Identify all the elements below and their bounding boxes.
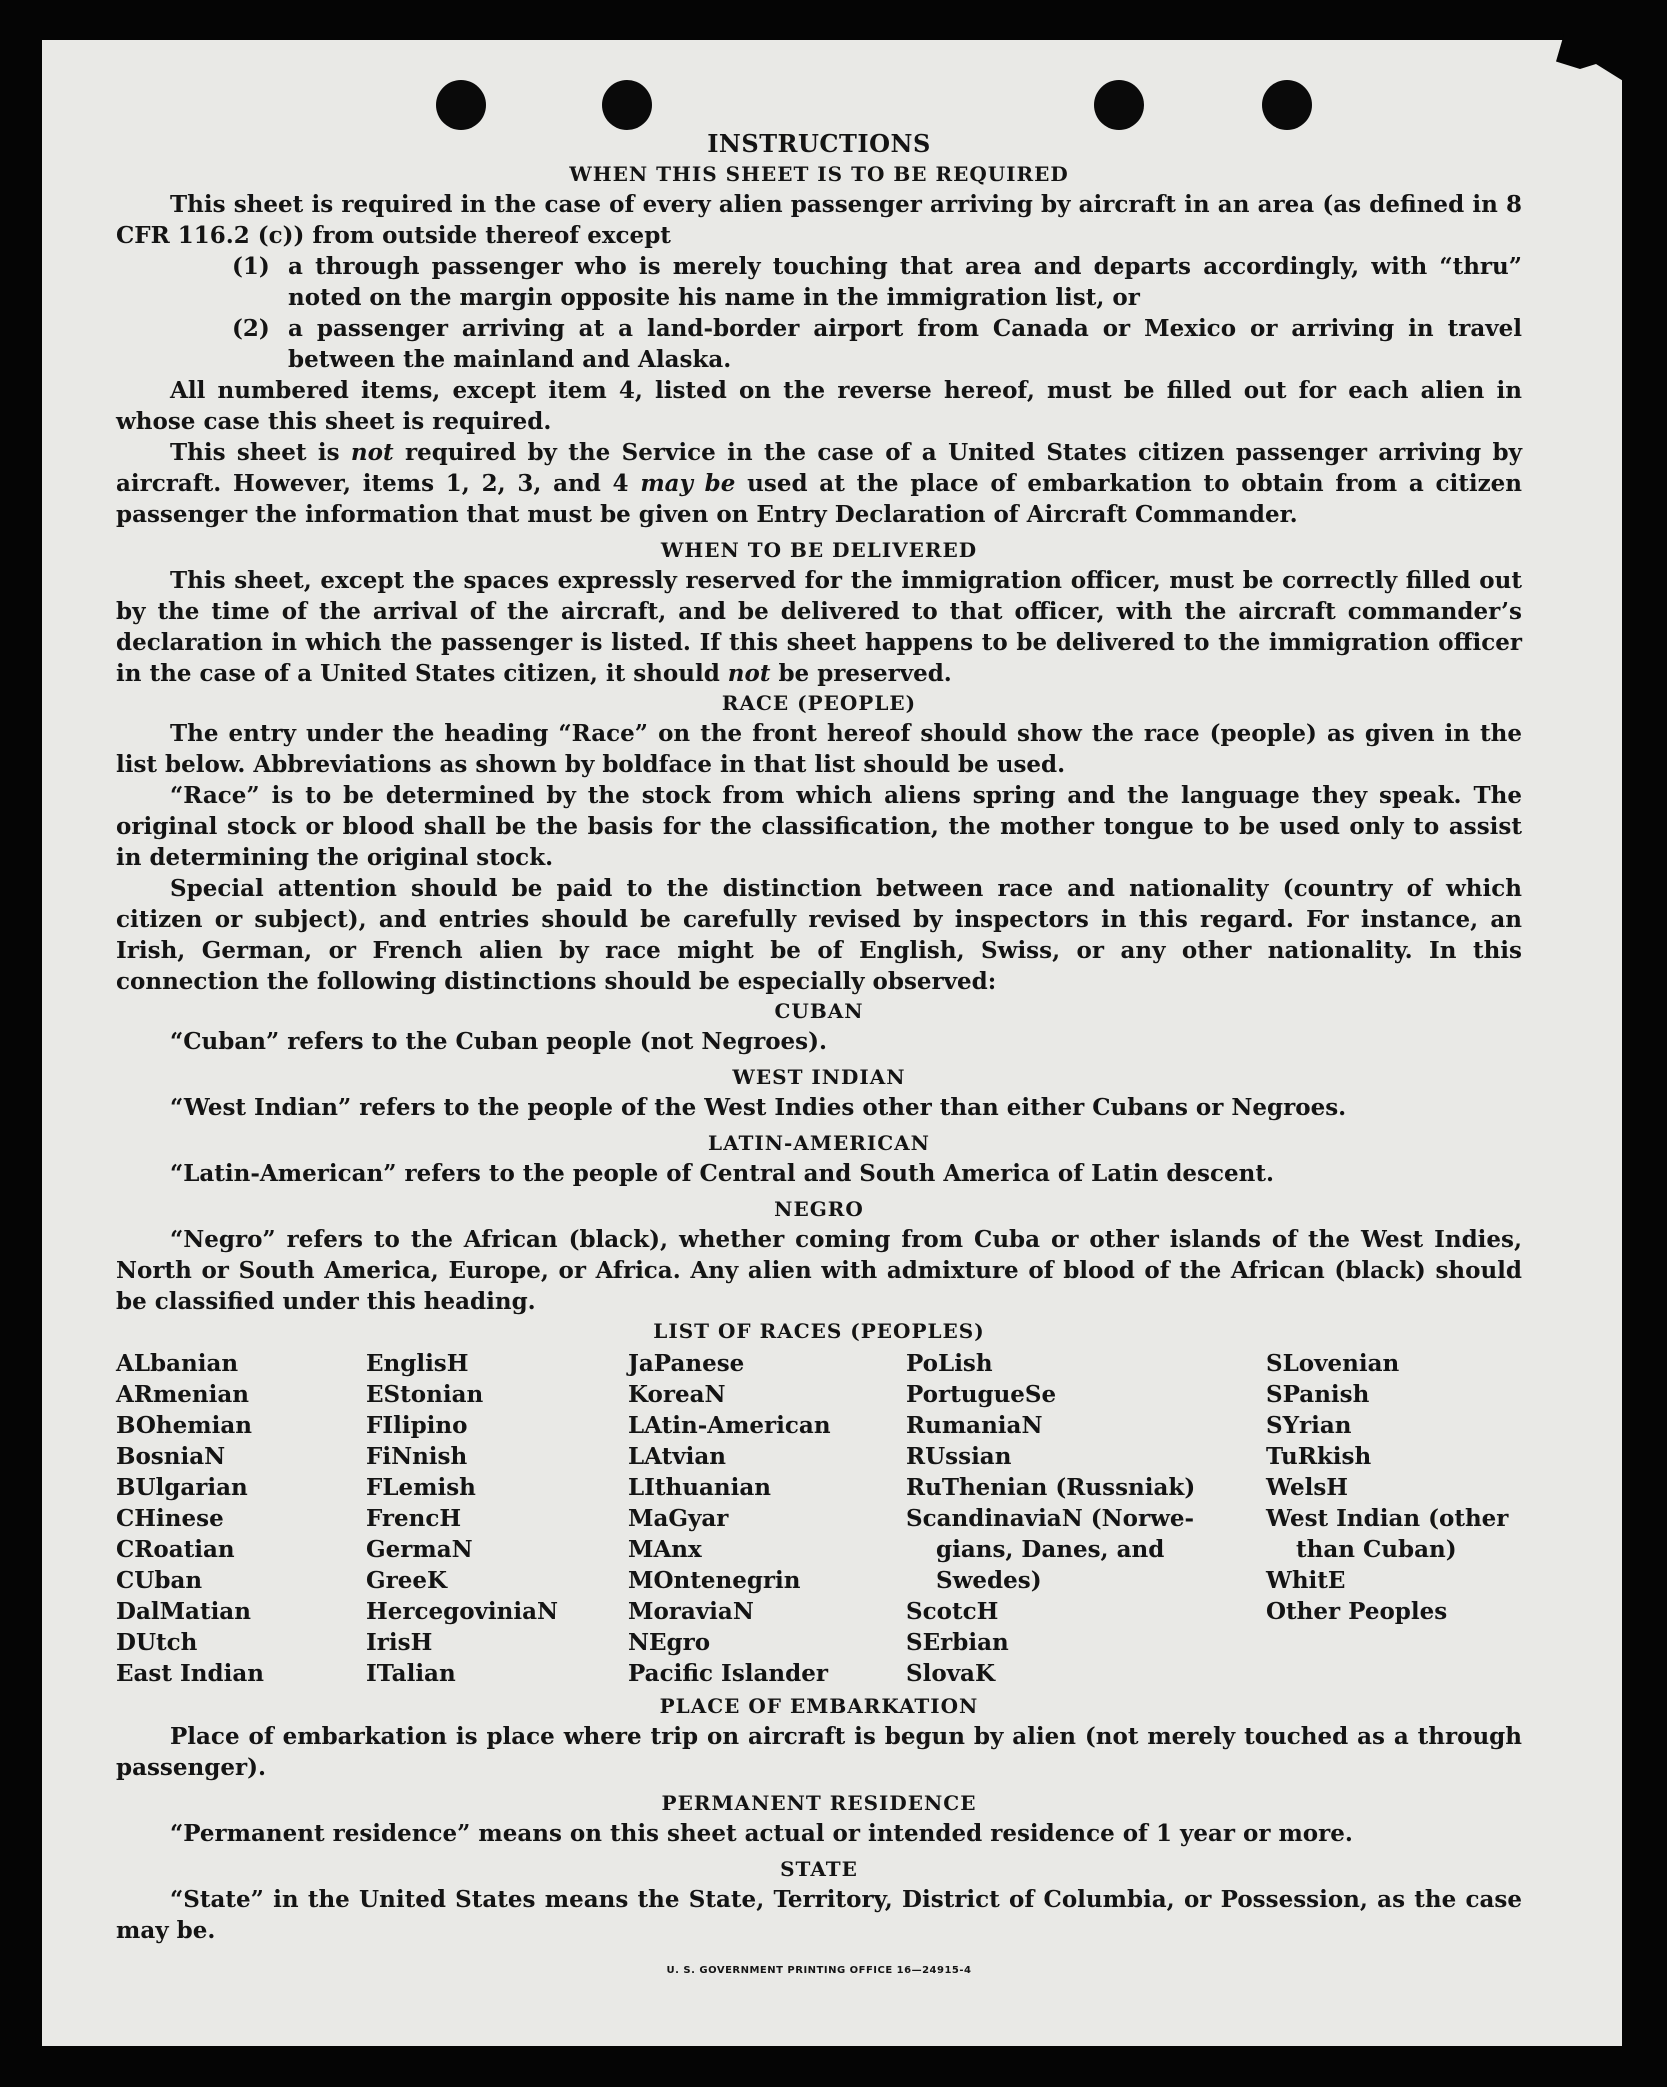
- race-entry: MaGyar: [628, 1505, 729, 1532]
- printer-imprint: U. S. GOVERNMENT PRINTING OFFICE 16—24915-4: [666, 1965, 972, 1976]
- race-entry: NEgro: [628, 1629, 711, 1656]
- race-entry: CUban: [116, 1567, 203, 1594]
- race-entry: Swedes): [936, 1567, 1042, 1594]
- race-entry: KoreaN: [628, 1381, 726, 1408]
- race-entry: SErbian: [906, 1629, 1009, 1656]
- race-entry: RuThenian (Russniak): [906, 1474, 1196, 1501]
- paragraph: “Cuban” refers to the Cuban people (not Negroes).: [170, 1028, 828, 1055]
- race-entry: ARmenian: [116, 1381, 250, 1408]
- paragraph: “Permanent residence” means on this sheet actual or intended residence of 1 year or more.: [170, 1820, 1353, 1847]
- paragraph: Place of embarkation is place where trip on aircraft is begun by alien (not merely touched as a through passenger).: [116, 1723, 1522, 1781]
- race-entry: PoLish: [906, 1350, 993, 1377]
- punch-hole: [436, 80, 486, 130]
- race-entry: Pacific Islander: [628, 1660, 828, 1687]
- race-entry: TuRkish: [1266, 1443, 1372, 1470]
- race-entry: JaPanese: [628, 1350, 745, 1377]
- race-entry: EStonian: [366, 1381, 484, 1408]
- page-title: INSTRUCTIONS: [707, 129, 931, 158]
- race-entry: than Cuban): [1296, 1536, 1457, 1563]
- paragraph: This sheet is not required by the Service in the case of a United States citizen passenger arriving by aircraft. However, items 1, 2, 3, and 4 may be used at the place of embarkation to obtain from a citizen passenger the information that must be given on Entry Declaration of Aircraft Commander.: [116, 439, 1523, 528]
- section-heading: WEST INDIAN: [732, 1065, 906, 1089]
- section-heading: PLACE OF EMBARKATION: [659, 1694, 979, 1718]
- section-heading: CUBAN: [774, 999, 864, 1023]
- torn-corner: [1548, 34, 1628, 84]
- race-entry: ALbanian: [116, 1350, 239, 1377]
- section-heading: LATIN-AMERICAN: [708, 1131, 930, 1155]
- item-number: (1): [232, 253, 270, 280]
- race-entry: PortugueSe: [906, 1381, 1057, 1408]
- race-entry: WelsH: [1266, 1474, 1349, 1501]
- race-column: [628, 1348, 831, 1689]
- race-entry: FIlipino: [366, 1412, 468, 1439]
- race-entry: BosniaN: [116, 1443, 226, 1470]
- race-entry: SlovaK: [906, 1660, 995, 1687]
- race-entry: IrisH: [366, 1629, 433, 1656]
- paragraph: Special attention should be paid to the distinction between race and nationality (country of which citizen or subject), and entries should be carefully revised by inspectors in this regard. For instance, an Irish, German, or French alien by race might be of English, Swiss, or any other nationality. In this connection the following distinctions should be especially observed:: [116, 875, 1522, 995]
- race-entry: BOhemian: [116, 1412, 252, 1439]
- paragraph: All numbered items, except item 4, listed on the reverse hereof, must be filled out for each alien in whose case this sheet is required.: [116, 377, 1522, 435]
- paragraph: The entry under the heading “Race” on the front hereof should show the race (people) as given in the list below. Abbreviations as shown by boldface in that list should be used.: [116, 720, 1522, 778]
- paragraph: This sheet is required in the case of every alien passenger arriving by aircraft in an area (as defined in 8 CFR 116.2 (c)) from outside thereof except: [116, 191, 1522, 249]
- race-entry: GreeK: [366, 1567, 448, 1594]
- race-entry: LAtvian: [628, 1443, 726, 1470]
- race-entry: West Indian (other: [1266, 1505, 1509, 1532]
- race-entry: ScotcH: [906, 1598, 999, 1625]
- race-entry: SLovenian: [1266, 1350, 1400, 1377]
- item-text: a passenger arriving at a land-border airport from Canada or Mexico or arriving in travel between the mainland and Alaska.: [288, 315, 1522, 373]
- race-entry: FLemish: [366, 1474, 476, 1501]
- race-entry: CRoatian: [116, 1536, 235, 1563]
- race-column: [116, 1348, 264, 1689]
- race-entry: MAnx: [628, 1536, 702, 1563]
- section-heading: WHEN TO BE DELIVERED: [660, 538, 978, 562]
- race-entry: MOntenegrin: [628, 1567, 801, 1594]
- paragraph: “Negro” refers to the African (black), whether coming from Cuba or other islands of the West Indies, North or South America, Europe, or Africa. Any alien with admixture of blood of the African (black) should be classified under this heading.: [116, 1226, 1522, 1315]
- race-entry: BUlgarian: [116, 1474, 248, 1501]
- section-heading: STATE: [780, 1857, 858, 1881]
- list-item: [232, 313, 1522, 375]
- race-entry: SPanish: [1266, 1381, 1370, 1408]
- punch-hole: [602, 80, 652, 130]
- race-entry: EnglisH: [366, 1350, 469, 1377]
- section-heading: RACE (PEOPLE): [721, 691, 917, 715]
- race-entry: MoraviaN: [628, 1598, 754, 1625]
- race-entry: FrencH: [366, 1505, 462, 1532]
- paragraph: “West Indian” refers to the people of the West Indies other than either Cubans or Negroes.: [170, 1094, 1347, 1121]
- race-entry: RUssian: [906, 1443, 1012, 1470]
- race-column: [1266, 1348, 1508, 1627]
- race-entry: Other Peoples: [1266, 1598, 1448, 1625]
- race-entry: DalMatian: [116, 1598, 251, 1625]
- paragraph: “Latin-American” refers to the people of Central and South America of Latin descent.: [170, 1160, 1274, 1187]
- paragraph: This sheet, except the spaces expressly reserved for the immigration officer, must be correctly filled out by the time of the arrival of the aircraft, and be delivered to that officer, with the aircraft commander’s declaration in which the passenger is listed. If this sheet happens to be delivered to the immigration officer in the case of a United States citizen, it should not be preserved.: [116, 567, 1522, 687]
- section-heading: PERMANENT RESIDENCE: [661, 1791, 977, 1815]
- paragraph: “Race” is to be determined by the stock from which aliens spring and the language they speak. The original stock or blood shall be the basis for the classification, the mother tongue to be used only to assist in determining the original stock.: [116, 782, 1522, 871]
- instructions-body: [116, 128, 1522, 1978]
- punch-hole: [1262, 80, 1312, 130]
- list-item: [232, 251, 1522, 313]
- section-heading: LIST OF RACES (PEOPLES): [653, 1319, 985, 1343]
- race-entry: LIthuanian: [628, 1474, 771, 1501]
- race-entry: ScandinaviaN (Norwe-: [906, 1505, 1195, 1532]
- race-entry: WhitE: [1266, 1567, 1346, 1594]
- race-entry: FiNnish: [366, 1443, 468, 1470]
- section-heading: WHEN THIS SHEET IS TO BE REQUIRED: [569, 162, 1069, 186]
- punch-hole: [1094, 80, 1144, 130]
- race-column: [906, 1348, 1195, 1689]
- race-list: [116, 1348, 1522, 1692]
- race-entry: CHinese: [116, 1505, 224, 1532]
- document-page: [42, 40, 1622, 2046]
- race-entry: LAtin-American: [628, 1412, 831, 1439]
- race-entry: SYrian: [1266, 1412, 1352, 1439]
- race-entry: RumaniaN: [906, 1412, 1043, 1439]
- race-entry: East Indian: [116, 1660, 264, 1687]
- paragraph: “State” in the United States means the State, Territory, District of Columbia, or Possession, as the case may be.: [116, 1886, 1522, 1944]
- item-text: a through passenger who is merely touching that area and departs accordingly, with “thru” noted on the margin opposite his name in the immigration list, or: [288, 253, 1522, 311]
- race-entry: ITalian: [366, 1660, 456, 1687]
- section-heading: NEGRO: [774, 1197, 864, 1221]
- race-entry: HercegoviniaN: [366, 1598, 559, 1625]
- race-column: [366, 1348, 558, 1689]
- item-number: (2): [232, 315, 270, 342]
- race-entry: GermaN: [366, 1536, 473, 1563]
- race-entry: gians, Danes, and: [936, 1536, 1165, 1563]
- race-entry: DUtch: [116, 1629, 198, 1656]
